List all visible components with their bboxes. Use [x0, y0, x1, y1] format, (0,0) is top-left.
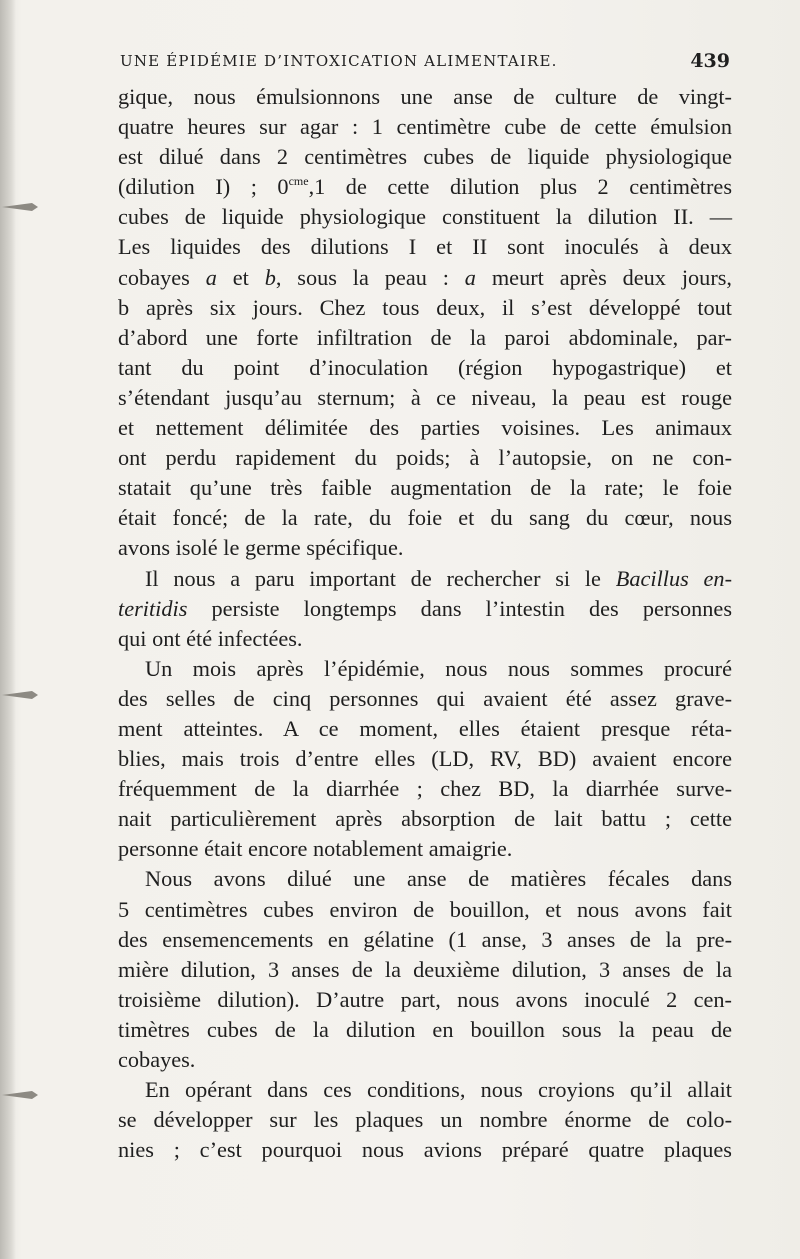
text-line: statait qu’une très faible augmentation de la rate; le foie [118, 475, 732, 501]
italic-letter: b [264, 264, 276, 290]
body-text [118, 82, 732, 1165]
text-line: cubes de liquide physiologique constituent la dilution II. — [118, 204, 732, 230]
text-line: cobayes. [118, 1047, 196, 1072]
text-line: Un mois après l’épidémie, nous nous sommes procuré [145, 655, 732, 681]
text-fragment: (dilution I) ; 0 [118, 174, 289, 200]
text-line: tant du point d’inoculation (région hypogastrique) et [118, 354, 732, 380]
text-line: ont perdu rapidement du poids; à l’autopsie, on ne con- [118, 445, 732, 471]
text-line: personne était encore notablement amaigrie. [118, 836, 513, 862]
page-number: 439 [690, 50, 730, 72]
text-line: fréquemment de la diarrhée ; chez BD, la diarrhée surve- [118, 776, 732, 802]
text-line: et nettement délimitée des parties voisines. Les animaux [118, 415, 732, 441]
text-fragment: , sous la peau : [275, 264, 465, 290]
italic-letter: a [205, 264, 217, 290]
page-header [120, 44, 730, 78]
text-fragment: et [216, 264, 265, 290]
running-title: UNE ÉPIDÉMIE D’INTOXICATION ALIMENTAIRE. [120, 52, 558, 70]
text-line: quatre heures sur agar : 1 centimètre cube de cette émulsion [118, 114, 732, 140]
text-line: timètres cubes de la dilution en bouillon sous la peau de [118, 1016, 732, 1042]
text-line: troisième dilution). D’autre part, nous avons inoculé 2 cen- [118, 986, 732, 1012]
text-line: Nous avons dilué une anse de matières fécales dans [145, 866, 732, 892]
text-fragment: ,1 de cette dilution plus 2 centimètres [308, 174, 732, 200]
text-line: se développer sur les plaques un nombre énorme de colo- [118, 1107, 732, 1133]
text-line: des selles de cinq personnes qui avaient été assez grave- [118, 685, 732, 711]
text-line: blies, mais trois d’entre elles (LD, RV, BD) avaient encore [118, 746, 732, 772]
book-binding-edge [0, 0, 16, 1259]
text-line: d’abord une forte infiltration de la paroi abdominale, par- [118, 324, 732, 350]
binding-thread-icon [2, 1088, 38, 1102]
binding-thread-icon [2, 688, 38, 702]
text-fragment: cobayes [118, 264, 206, 290]
text-line [118, 172, 732, 202]
text-fragment: meurt après deux jours, [475, 264, 732, 290]
text-line: s’étendant jusqu’au sternum; à ce niveau, la peau est rouge [118, 384, 732, 410]
text-line: b après six jours. Chez tous deux, il s’est développé tout [118, 294, 732, 320]
italic-term: Bacillus en- [615, 565, 732, 591]
text-line: mière dilution, 3 anses de la deuxième dilution, 3 anses de la [118, 956, 732, 982]
text-line: ment atteintes. A ce moment, elles étaient presque réta- [118, 715, 732, 741]
text-line: gique, nous émulsionnons une anse de culture de vingt- [118, 84, 732, 109]
text-line: Les liquides des dilutions I et II sont inoculés à deux [118, 234, 732, 260]
text-fragment: persiste longtemps dans l’intestin des personnes [187, 595, 732, 621]
text-line [118, 564, 732, 594]
text-line: nait particulièrement après absorption de lait battu ; cette [118, 806, 732, 832]
unit-superscript: cme [288, 174, 309, 189]
text-fragment: Il nous a paru important de rechercher si le [145, 565, 616, 591]
text-line: nies ; c’est pourquoi nous avions préparé quatre plaques [118, 1137, 732, 1163]
text-line: avons isolé le germe spécifique. [118, 535, 404, 561]
text-line: des ensemencements en gélatine (1 anse, 3 anses de la pre- [118, 926, 732, 952]
text-line [118, 263, 732, 293]
text-line: En opérant dans ces conditions, nous croyions qu’il allait [145, 1077, 732, 1103]
text-line: était foncé; de la rate, du foie et du sang du cœur, nous [118, 505, 732, 531]
text-line: 5 centimètres cubes environ de bouillon, et nous avons fait [118, 896, 732, 922]
text-line [118, 594, 732, 624]
binding-thread-icon [2, 200, 38, 214]
italic-term: teritidis [118, 595, 188, 621]
text-line: est dilué dans 2 centimètres cubes de liquide physiologique [118, 144, 732, 170]
italic-letter: a [464, 264, 476, 290]
text-line: qui ont été infectées. [118, 625, 303, 651]
